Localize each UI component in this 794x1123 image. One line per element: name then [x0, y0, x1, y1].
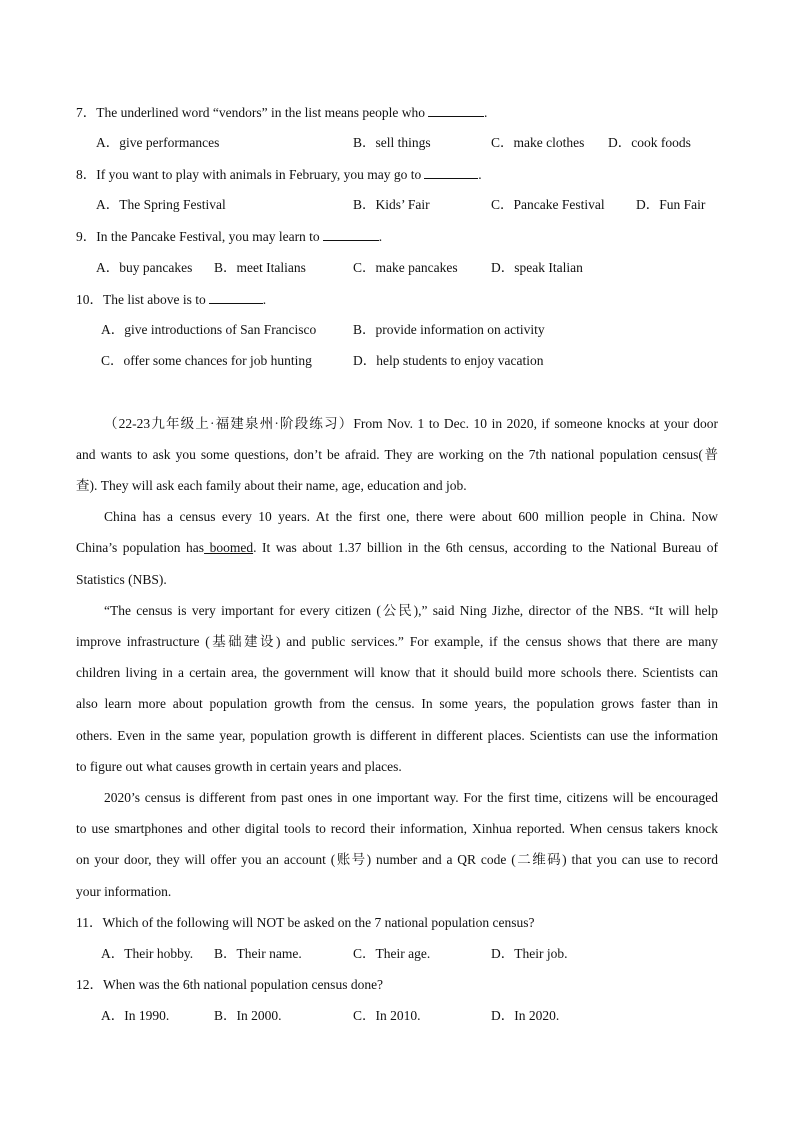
q9-option-c: C．make pancakes: [353, 260, 458, 275]
question-7-stem: 7．The underlined word “vendors” in the list means people who .: [76, 105, 488, 120]
passage-p1-line2: and wants to ask you some questions, don’t be afraid. They are working on the 7th national population census(普: [76, 447, 718, 462]
q12-option-d: D．In 2020.: [491, 1008, 560, 1023]
answer-blank: [209, 291, 263, 304]
q9-option-b: B．meet Italians: [214, 260, 306, 275]
passage-p4-line2: to use smartphones and other digital tools to record their information, Xinhua reported. When census takers knock: [76, 821, 718, 836]
passage-p1-line1: （22-23九年级上·福建泉州·阶段练习）From Nov. 1 to Dec. 10 in 2020, if someone knocks at your door: [104, 416, 718, 431]
passage-p3-line1: “The census is very important for every citizen (公民),” said Ning Jizhe, director of the NBS. “It will help: [104, 603, 718, 618]
question-11-stem: 11．Which of the following will NOT be asked on the 7 national population census?: [76, 915, 535, 930]
passage-p3-line2: improve infrastructure (基础建设) and public services.” For example, if the census shows that there are many: [76, 634, 718, 649]
answer-blank: [323, 228, 379, 241]
q8-option-a: A．The Spring Festival: [96, 197, 226, 212]
q10-option-b: B．provide information on activity: [353, 322, 545, 337]
passage-p4-line4: your information.: [76, 884, 172, 899]
answer-blank: [428, 104, 484, 117]
q11-option-a: A．Their hobby.: [101, 946, 194, 961]
q11-option-c: C．Their age.: [353, 946, 431, 961]
passage-p2-line2: China’s population has boomed. It was about 1.37 billion in the 6th census, according to the National Bureau of: [76, 540, 718, 555]
q9-option-a: A．buy pancakes: [96, 260, 193, 275]
question-12-stem: 12．When was the 6th national population census done?: [76, 977, 384, 992]
q7-option-a: A．give performances: [96, 135, 220, 150]
question-10-stem: 10．The list above is to .: [76, 292, 267, 307]
q8-option-d: D．Fun Fair: [636, 197, 706, 212]
passage-p2-line3: Statistics (NBS).: [76, 572, 167, 587]
q12-option-c: C．In 2010.: [353, 1008, 421, 1023]
q12-option-a: A．In 1990.: [101, 1008, 170, 1023]
passage-p3-line3: children living in a certain area, the government will know that it should build more schools there. Scientists can: [76, 665, 718, 680]
passage-p3-line4: also learn more about population growth from the census. In some years, the population grows faster than in: [76, 696, 718, 711]
passage-p1-line3: 查). They will ask each family about their name, age, education and job.: [76, 478, 467, 493]
q12-option-b: B．In 2000.: [214, 1008, 282, 1023]
q7-option-d: D．cook foods: [608, 135, 691, 150]
q8-option-b: B．Kids’ Fair: [353, 197, 430, 212]
underlined-word-boomed: boomed: [204, 540, 254, 555]
q10-option-d: D．help students to enjoy vacation: [353, 353, 544, 368]
q11-option-d: D．Their job.: [491, 946, 568, 961]
q7-option-c: C．make clothes: [491, 135, 585, 150]
passage-p4-line1: 2020’s census is different from past ones in one important way. For the first time, citizens will be encouraged: [104, 790, 718, 805]
q7-option-b: B．sell things: [353, 135, 431, 150]
q9-option-d: D．speak Italian: [491, 260, 583, 275]
q11-option-b: B．Their name.: [214, 946, 302, 961]
passage-p4-line3: on your door, they will offer you an account (账号) number and a QR code (二维码) that you can use to record: [76, 852, 718, 867]
q8-option-c: C．Pancake Festival: [491, 197, 605, 212]
answer-blank: [424, 166, 478, 179]
q10-option-c: C．offer some chances for job hunting: [101, 353, 312, 368]
question-9-stem: 9．In the Pancake Festival, you may learn to .: [76, 229, 383, 244]
question-8-stem: 8．If you want to play with animals in February, you may go to .: [76, 167, 482, 182]
passage-p3-line5: others. Even in the same year, population growth is different in different places. Scientists can use the information: [76, 728, 718, 743]
q10-option-a: A．give introductions of San Francisco: [101, 322, 317, 337]
passage-p2-line1: China has a census every 10 years. At the first one, there were about 600 million people in China. Now: [104, 509, 718, 524]
passage-p3-line6: to figure out what causes growth in certain years and places.: [76, 759, 402, 774]
